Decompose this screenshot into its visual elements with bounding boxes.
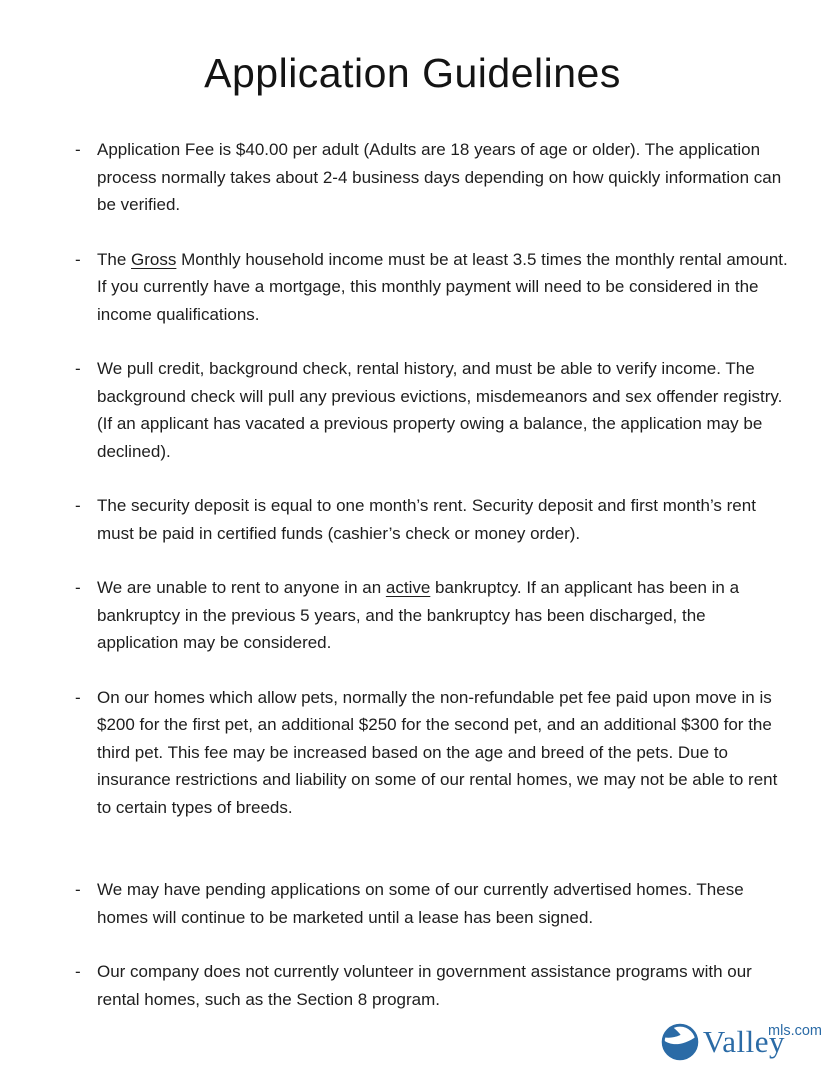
text-segment: bankruptcy. If an applicant has been in a bankruptcy in the previous 5 years, and the bankruptcy has been discharged, the application may be considered. — [97, 578, 740, 652]
text-segment: We may have pending applications on some of our currently advertised homes. These homes will continue to be marketed until a lease has been signed. — [97, 880, 744, 927]
bullet-dash: - — [75, 962, 81, 981]
guideline-item — [75, 876, 790, 931]
bullet-dash: - — [75, 249, 81, 269]
logo-suffix-text: mls.com — [768, 1023, 822, 1039]
guideline-text — [97, 574, 790, 657]
guidelines-list — [75, 136, 790, 1013]
text-segment: Application Fee is $40.00 per adult (Adults are 18 years of age or older). The application process normally takes about 2-4 business days depending on how quickly information can be verified. — [97, 140, 782, 214]
logo-brand-text: Valley — [702, 1024, 786, 1059]
text-segment: Monthly household income must be at least 3.5 times the monthly rental amount. If you currently have a mortgage, this monthly payment will need to be considered in the income qualifications. — [97, 249, 788, 324]
guideline-text — [97, 876, 790, 931]
bullet-dash: - — [75, 880, 81, 899]
guideline-text — [97, 355, 790, 465]
guideline-text — [97, 492, 790, 547]
guideline-text — [97, 958, 790, 1013]
underlined-term: Gross — [131, 249, 177, 269]
guideline-item — [75, 684, 790, 822]
bullet-dash: - — [75, 687, 81, 707]
text-segment: The security deposit is equal to one month’s rent. Security deposit and first month’s rent must be paid in certified funds (cashier’s check or money order). — [97, 496, 756, 543]
guideline-text — [97, 136, 790, 219]
underlined-term: active — [385, 578, 431, 597]
guideline-item — [75, 136, 790, 219]
text-segment: On our homes which allow pets, normally the non-refundable pet fee paid upon move in is $200 for the first pet, an additional $250 for the second pet, and an additional $300 for the third pet. This fee may be increased based on the age and breed of the pets. Due to insurance restrictions and liability on some of our rental homes, we may not be able to rent to certain types of breeds. — [97, 687, 778, 817]
bullet-dash: - — [75, 496, 81, 515]
guideline-item — [75, 958, 790, 1013]
bullet-dash: - — [75, 140, 81, 159]
guideline-item — [75, 574, 790, 657]
text-segment: We are unable to rent to anyone in an — [97, 578, 386, 597]
text-segment: We pull credit, background check, rental history, and must be able to verify income. The background check will pull any previous evictions, misdemeanors and sex offender registry. (If an applicant has vacated a previous property owing a balance, the application may be declined). — [97, 359, 783, 461]
bullet-dash: - — [75, 359, 81, 378]
page-title: Application Guidelines — [204, 50, 621, 96]
guideline-text — [97, 684, 790, 822]
valleymls-logo — [659, 1021, 822, 1063]
bullet-dash: - — [75, 578, 81, 597]
text-segment: Our company does not currently volunteer in government assistance programs with our rental homes, such as the Section 8 program. — [97, 962, 752, 1009]
guideline-item — [75, 492, 790, 547]
guideline-item — [75, 246, 790, 329]
text-segment: The — [97, 249, 132, 269]
valley-wave-circle-icon — [659, 1021, 701, 1063]
guideline-text — [97, 246, 790, 329]
guideline-item — [75, 355, 790, 465]
